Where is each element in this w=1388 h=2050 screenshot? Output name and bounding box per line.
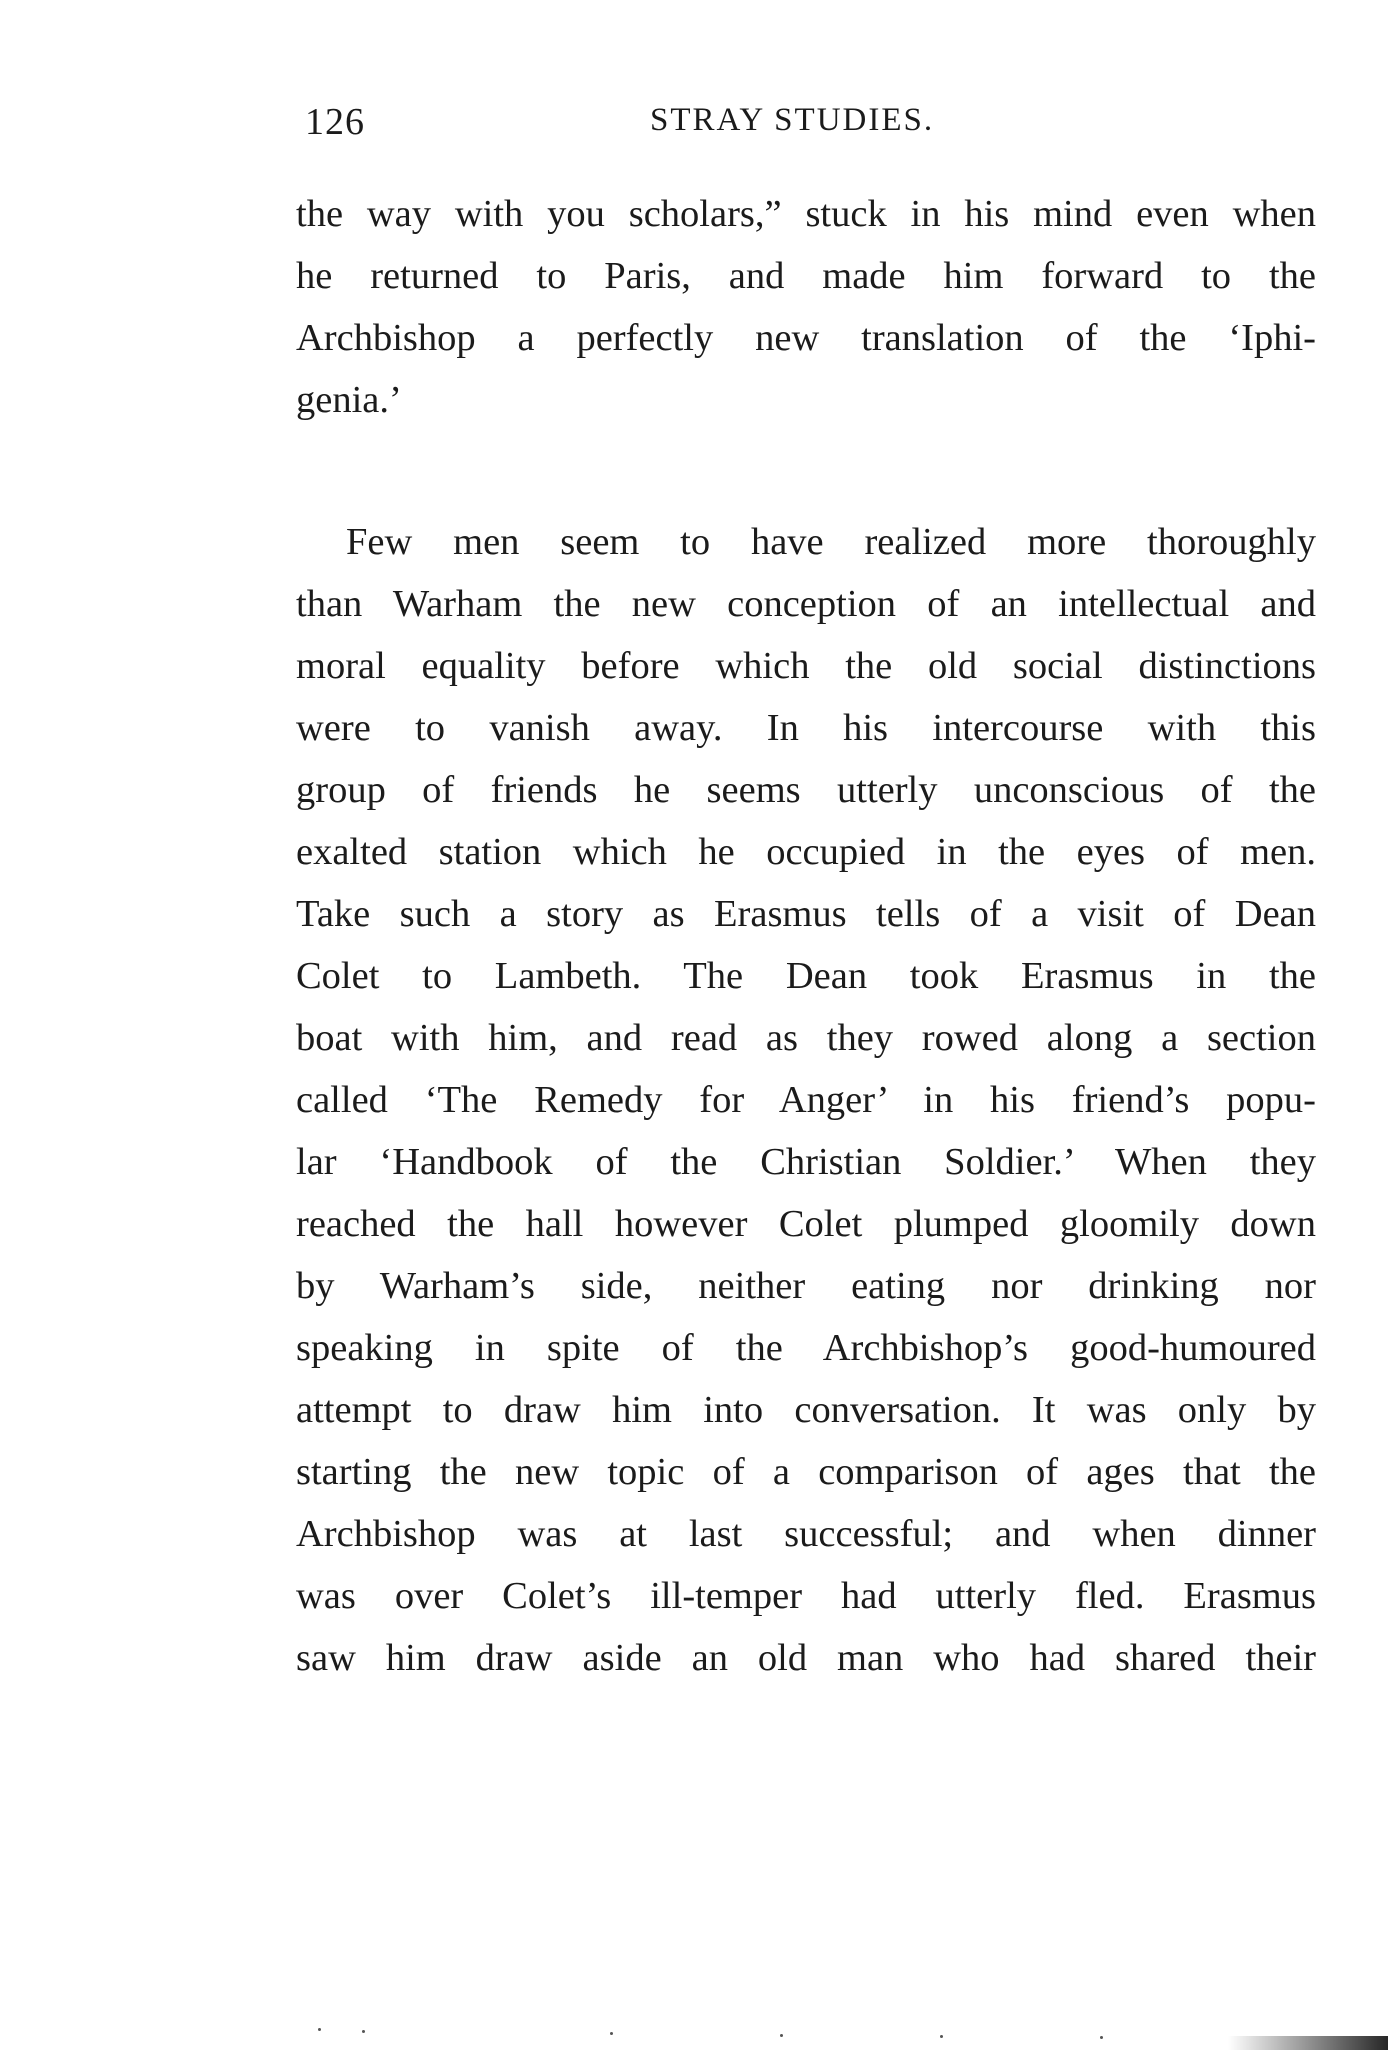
- text-line: boat with him, and read as they rowed along a section: [296, 1017, 1316, 1059]
- text-line: speaking in spite of the Archbishop’s good-humoured: [296, 1327, 1316, 1369]
- text-line: by Warham’s side, neither eating nor drinking nor: [296, 1265, 1316, 1307]
- paragraph-gap: [296, 431, 1316, 511]
- text-line: were to vanish away. In his intercourse with this: [296, 707, 1316, 749]
- text-line: Archbishop was at last successful; and when dinner: [296, 1513, 1316, 1555]
- text-line: genia.’: [296, 379, 402, 421]
- scan-speck: [1100, 2036, 1103, 2039]
- page-number: 126: [305, 101, 365, 143]
- scan-speck: [362, 2030, 365, 2033]
- text-line: starting the new topic of a comparison of ages that the: [296, 1451, 1316, 1493]
- scan-speck: [318, 2028, 321, 2031]
- scan-speck: [940, 2035, 943, 2038]
- text-line: reached the hall however Colet plumped gloomily down: [296, 1203, 1316, 1245]
- text-line: than Warham the new conception of an intellectual and: [296, 583, 1316, 625]
- page-header: [305, 100, 1315, 150]
- running-title: STRAY STUDIES.: [650, 102, 935, 138]
- text-line: exalted station which he occupied in the eyes of men.: [296, 831, 1316, 873]
- text-line: Few men seem to have realized more thoroughly: [346, 521, 1316, 563]
- text-line: called ‘The Remedy for Anger’ in his friend’s popu-: [296, 1079, 1316, 1121]
- text-line: moral equality before which the old social distinctions: [296, 645, 1316, 687]
- text-line: saw him draw aside an old man who had shared their: [296, 1637, 1316, 1679]
- text-line: he returned to Paris, and made him forward to the: [296, 255, 1316, 297]
- body-text: [296, 183, 1316, 1689]
- text-line: group of friends he seems utterly unconscious of the: [296, 769, 1316, 811]
- text-line: lar ‘Handbook of the Christian Soldier.’ When they: [296, 1141, 1316, 1183]
- text-line: was over Colet’s ill-temper had utterly fled. Erasmus: [296, 1575, 1316, 1617]
- scan-noise: [0, 2010, 1388, 2050]
- scan-speck: [610, 2032, 613, 2035]
- paragraph-2: [296, 511, 1316, 1689]
- page-edge-shadow: [1228, 2036, 1388, 2050]
- text-line: the way with you scholars,” stuck in his mind even when: [296, 193, 1316, 235]
- text-line: Colet to Lambeth. The Dean took Erasmus in the: [296, 955, 1316, 997]
- scan-speck: [780, 2034, 783, 2037]
- text-line: Archbishop a perfectly new translation of the ‘Iphi-: [296, 317, 1316, 359]
- text-line: attempt to draw him into conversation. It was only by: [296, 1389, 1316, 1431]
- text-line: Take such a story as Erasmus tells of a visit of Dean: [296, 893, 1316, 935]
- paragraph-1: [296, 183, 1316, 431]
